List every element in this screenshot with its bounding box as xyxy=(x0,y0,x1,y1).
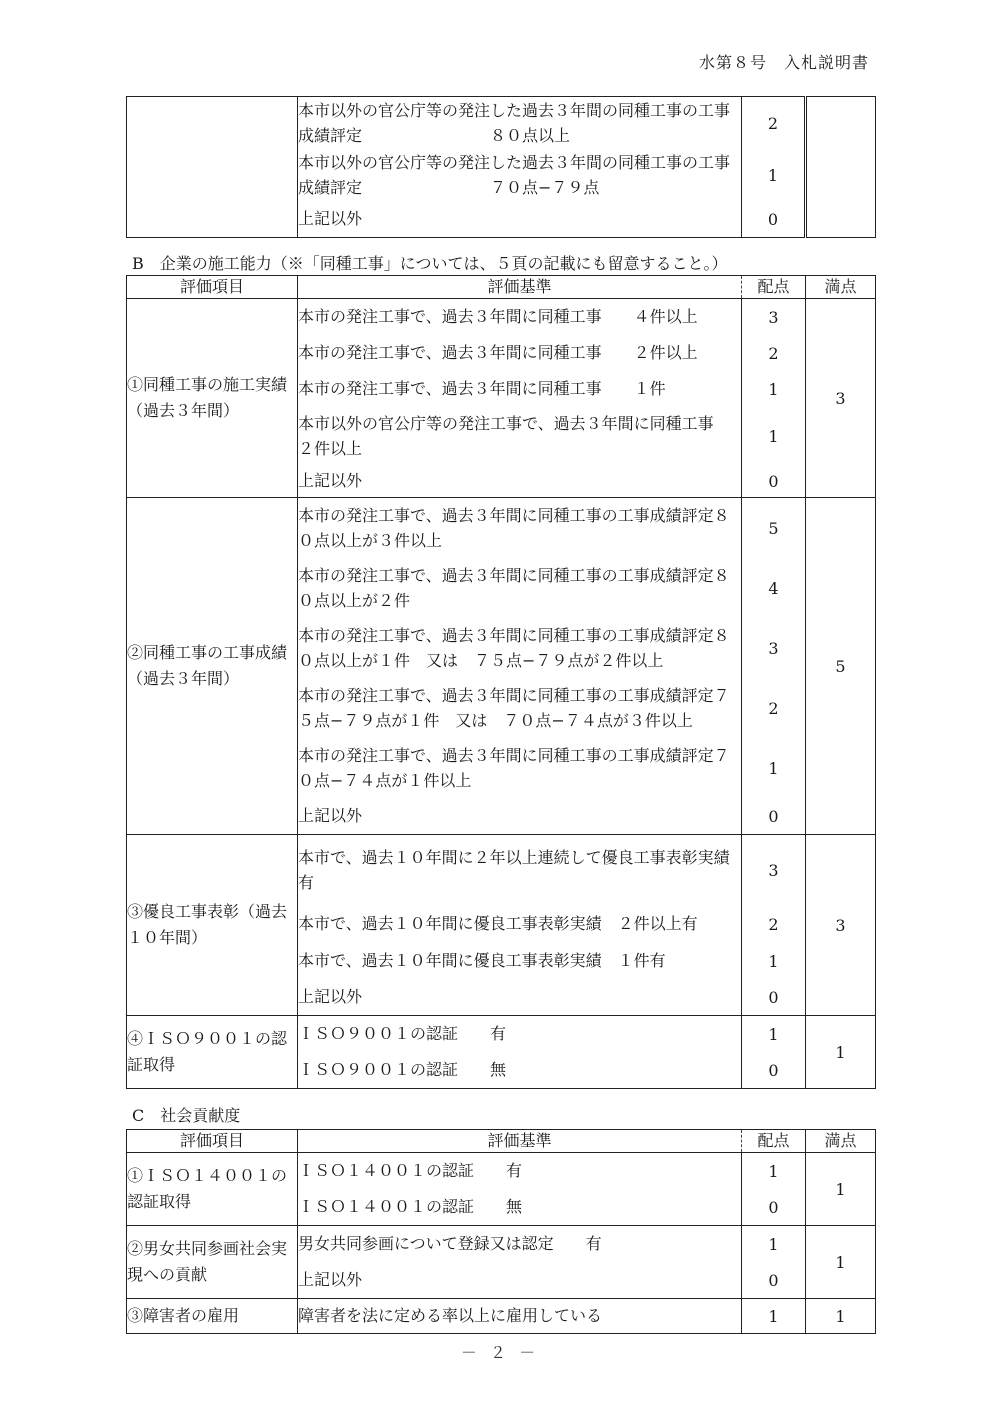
empty-item-cell xyxy=(127,97,298,238)
points-value: 0 xyxy=(768,806,779,826)
header-item: 評価項目 xyxy=(127,1130,298,1153)
criterion-text: 上記以外 xyxy=(298,471,363,490)
points-value: 1 xyxy=(768,1234,779,1254)
header-max: 満点 xyxy=(806,276,876,299)
evaluation-item: ③障害者の雇用 xyxy=(127,1299,298,1334)
criteria-cell xyxy=(298,299,746,498)
criterion-text: 上記以外 xyxy=(298,987,363,1006)
criterion-text: 本市の発注工事で、過去３年間に同種工事 ２件以上 xyxy=(298,343,698,362)
criterion-text: 本市の発注工事で、過去３年間に同種工事の工事成績評定８０点以上が３件以上 xyxy=(298,506,730,550)
points-value: 3 xyxy=(768,307,779,327)
points-value: 3 xyxy=(768,860,779,880)
points-value: 0 xyxy=(768,1270,779,1290)
document-reference: 水第８号 入札説明書 xyxy=(698,53,869,72)
criterion-text: 本市の発注工事で、過去３年間に同種工事 ４件以上 xyxy=(298,307,698,326)
points-value: 2 xyxy=(768,914,779,934)
section-b-table xyxy=(126,275,876,1089)
points-value: 2 xyxy=(768,698,779,718)
points-value: 3 xyxy=(768,638,779,658)
header-criteria: 評価基準 xyxy=(298,1130,742,1153)
evaluation-item: ①同種工事の施工実績（過去３年間） xyxy=(127,299,298,498)
criterion-text: 本市で、過去１０年間に優良工事表彰実績 １件有 xyxy=(298,951,666,970)
evaluation-item: ②男女共同参画社会実現への貢献 xyxy=(127,1226,298,1299)
points-value: 1 xyxy=(768,1161,779,1181)
criterion-text: 男女共同参画について登録又は認定 有 xyxy=(298,1234,602,1253)
criteria-cell xyxy=(298,1153,742,1226)
criteria-cell xyxy=(298,1016,742,1089)
criterion-text: ＩＳＯ９００１の認証 無 xyxy=(298,1060,507,1079)
criteria-cell xyxy=(298,97,742,238)
points-value: 1 xyxy=(768,426,779,446)
header-row xyxy=(127,1130,876,1153)
criterion-text: 上記以外 xyxy=(298,1270,363,1289)
header-criteria: 評価基準 xyxy=(298,276,742,299)
criterion-text: 本市以外の官公庁等の発注した過去３年間の同種工事の工事成績評定 ８０点以上 xyxy=(298,101,731,145)
criterion-text: 本市以外の官公庁等の発注した過去３年間の同種工事の工事成績評定 ７０点−７９点 xyxy=(298,153,731,197)
criteria-cell xyxy=(298,1226,742,1299)
header-row xyxy=(127,276,876,299)
points-cell xyxy=(742,1226,806,1299)
max-score: 1 xyxy=(806,1226,876,1299)
evaluation-item: ②同種工事の工事成績（過去３年間） xyxy=(127,498,298,835)
points-value: 0 xyxy=(768,987,779,1007)
criteria-cell xyxy=(298,1299,742,1334)
table-row xyxy=(127,835,876,1016)
points-value: 1 xyxy=(768,758,779,778)
criterion-text: 障害者を法に定める率以上に雇用している xyxy=(298,1306,603,1325)
criterion-text: 上記以外 xyxy=(298,209,363,228)
table-row xyxy=(127,1226,876,1299)
points-value: 5 xyxy=(768,518,779,538)
criterion-text: 本市で、過去１０年間に優良工事表彰実績 ２件以上有 xyxy=(298,914,698,933)
criterion-text: 本市の発注工事で、過去３年間に同種工事の工事成績評定８０点以上が２件 xyxy=(298,566,730,610)
table-row xyxy=(127,97,876,238)
points-cell xyxy=(742,498,806,835)
criteria-cell xyxy=(298,498,742,835)
points-value: 2 xyxy=(768,343,779,363)
table-row xyxy=(127,1153,876,1226)
criterion-text: 本市の発注工事で、過去３年間に同種工事の工事成績評定７０点−７４点が１件以上 xyxy=(298,746,730,790)
points-cell xyxy=(742,1016,806,1089)
criteria-cell xyxy=(298,835,746,1016)
points-cell xyxy=(742,1153,806,1226)
points-cell xyxy=(742,1299,806,1334)
points-value: 1 xyxy=(768,951,779,971)
criterion-text: 本市で、過去１０年間に２年以上連続して優良工事表彰実績 有 xyxy=(298,848,746,892)
table-row xyxy=(127,299,876,498)
criterion-text: 本市の発注工事で、過去３年間に同種工事の工事成績評定７５点−７９点が１件 又は ７０点−７４点が３件以上 xyxy=(298,686,730,730)
table-row xyxy=(127,1299,876,1334)
points-value: 0 xyxy=(768,1197,779,1217)
criterion-text: 本市の発注工事で、過去３年間に同種工事の工事成績評定８０点以上が１件 又は ７５点−７９点が２件以上 xyxy=(298,626,730,670)
max-score: 1 xyxy=(806,1153,876,1226)
header-max: 満点 xyxy=(806,1130,876,1153)
points-value: 2 xyxy=(767,113,779,133)
points-cell xyxy=(742,299,806,498)
points-value: 0 xyxy=(768,1060,779,1080)
section-b-title: B 企業の施工能力（※「同種工事」については、５頁の記載にも留意すること。） xyxy=(132,254,728,273)
header-points: 配点 xyxy=(742,276,806,299)
criterion-text: 本市の発注工事で、過去３年間に同種工事 １件 xyxy=(298,379,666,398)
points-value: 1 xyxy=(767,165,779,185)
criterion-text: 本市以外の官公庁等の発注工事で、過去３年間に同種工事 ２件以上 xyxy=(298,414,746,458)
points-value: 0 xyxy=(768,471,779,491)
empty-max-cell xyxy=(806,97,876,238)
points-value: 1 xyxy=(768,379,779,399)
page-number: － ２ － xyxy=(460,1343,540,1362)
points-cell xyxy=(742,97,806,238)
criterion-text: ＩＳＯ９００１の認証 有 xyxy=(298,1024,507,1043)
points-value: 1 xyxy=(768,1306,779,1326)
header-item: 評価項目 xyxy=(127,276,298,299)
criterion-text: ＩＳＯ１４００１の認証 有 xyxy=(298,1161,523,1180)
section-c-table xyxy=(126,1129,876,1334)
criterion-text: ＩＳＯ１４００１の認証 無 xyxy=(298,1197,523,1216)
evaluation-item: ④ＩＳＯ９００１の認証取得 xyxy=(127,1016,298,1089)
header-points: 配点 xyxy=(742,1130,806,1153)
max-score: 5 xyxy=(806,498,876,835)
points-value: 1 xyxy=(768,1024,779,1044)
points-value: 0 xyxy=(767,209,779,229)
evaluation-item: ③優良工事表彰（過去１０年間） xyxy=(127,835,298,1016)
table-row xyxy=(127,498,876,835)
continuation-table xyxy=(126,96,876,238)
max-score: 3 xyxy=(806,299,876,498)
points-value: 4 xyxy=(768,578,779,598)
evaluation-item: ①ＩＳＯ１４００１の認証取得 xyxy=(127,1153,298,1226)
table-row xyxy=(127,1016,876,1089)
criterion-text: 上記以外 xyxy=(298,806,363,825)
max-score: 1 xyxy=(806,1016,876,1089)
max-score: 1 xyxy=(806,1299,876,1334)
section-c-title: C 社会貢献度 xyxy=(132,1106,241,1125)
max-score: 3 xyxy=(806,835,876,1016)
points-cell xyxy=(742,835,806,1016)
